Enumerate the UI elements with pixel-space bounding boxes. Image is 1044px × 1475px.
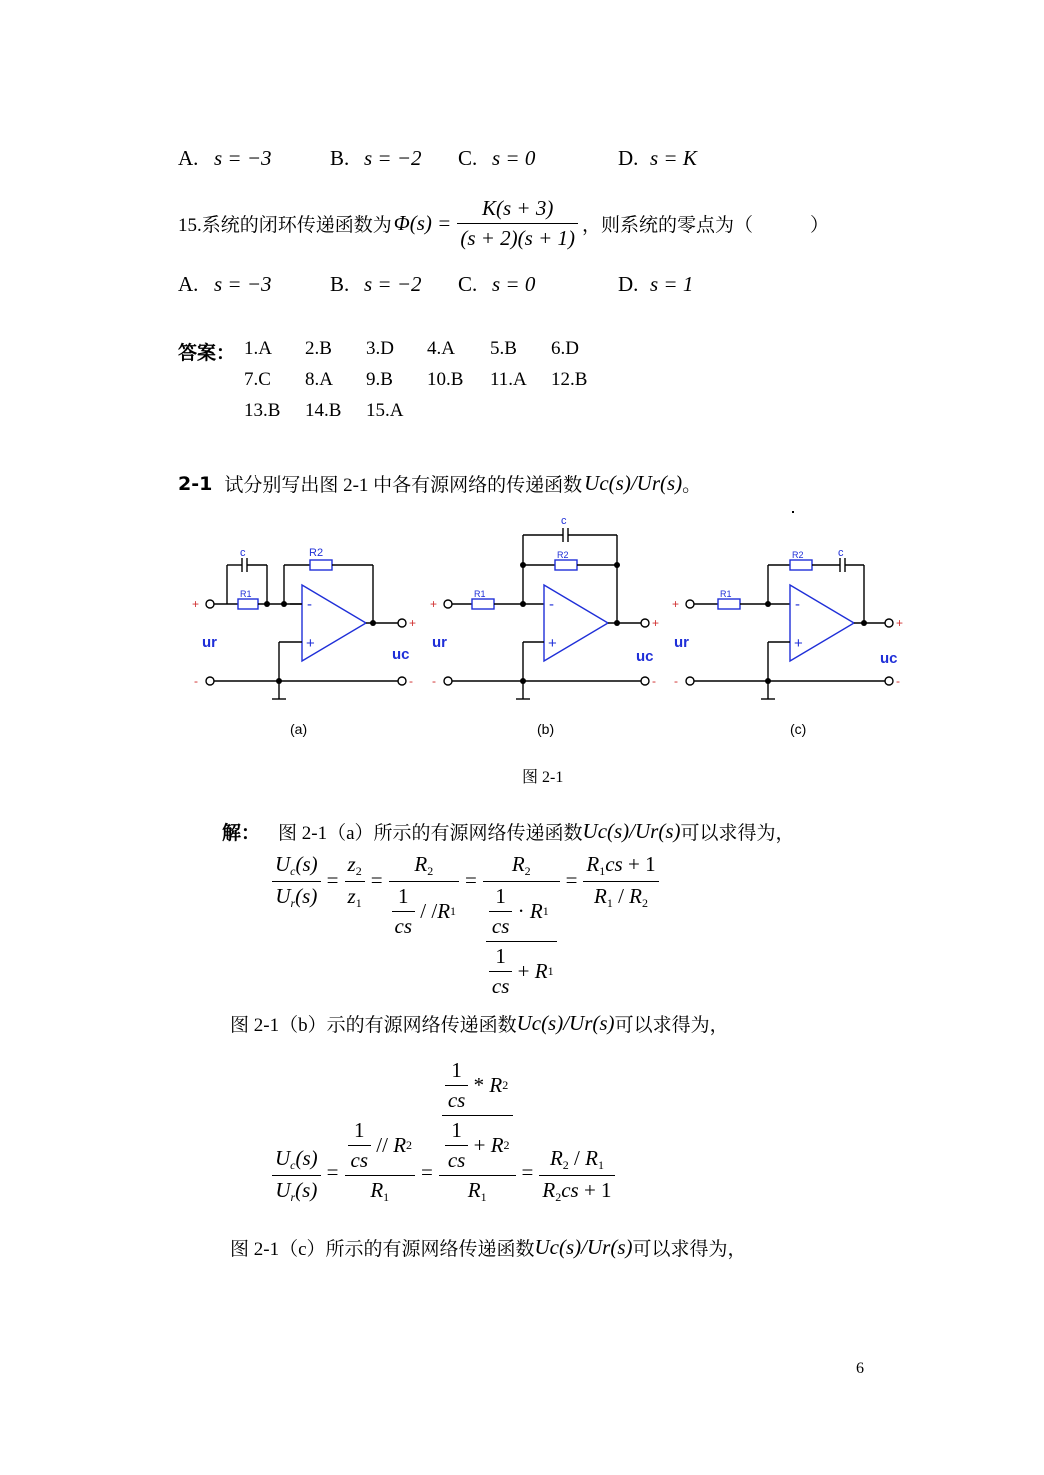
answer-item: 6.D [551, 338, 579, 359]
label-ur: ur [202, 634, 217, 651]
q15-question [178, 188, 829, 258]
resistor-r2 [790, 560, 812, 570]
answer-item: 7.C [244, 369, 271, 390]
problem-2-1 [178, 470, 701, 497]
answers-label: 答案： [178, 342, 236, 364]
label-output-plus: + [896, 616, 904, 630]
answer-item: 2.B [305, 338, 332, 359]
q15-option-a: A. [178, 272, 199, 296]
label-ur: ur [432, 634, 447, 651]
resistor-r2 [555, 560, 577, 570]
label-r2: R2 [309, 547, 324, 559]
solution-a-text: 图 2-1（a）所示的有源网络传递函数 [278, 823, 583, 844]
circuit-b-nodes [520, 562, 620, 684]
answer-item: 12.B [551, 369, 588, 390]
caption-c: (c) [790, 721, 807, 737]
label-c: c [561, 515, 567, 527]
q15-option-c: C. [458, 272, 478, 296]
label-c: c [240, 547, 246, 559]
q14-option-d-expr: s = K [650, 146, 697, 170]
q15-prefix: 15.系统的闭环传递函数为 [178, 214, 392, 236]
label-minus: - [795, 596, 800, 613]
circuit-figure [180, 505, 920, 750]
page-number: 6 [856, 1360, 864, 1377]
answer-item: 5.B [490, 338, 517, 359]
label-minus: - [307, 596, 312, 613]
label-output-plus: + [652, 616, 660, 630]
q15-option-a-expr: s = −3 [214, 272, 272, 296]
q14-option-b-expr: s = −2 [364, 146, 422, 170]
q15-denominator: (s + 2)(s + 1) [457, 223, 578, 251]
circuit-b [444, 528, 649, 699]
label-r2: R2 [557, 550, 569, 560]
solution-c-text: 图 2-1（c）所示的有源网络传递函数 [230, 1239, 535, 1260]
answer-item: 3.D [366, 338, 394, 359]
circuit-a-labels [192, 547, 416, 688]
q15-option-d: D. [618, 272, 639, 296]
q14-option-a-expr: s = −3 [214, 146, 272, 170]
caption-a: (a) [290, 721, 308, 737]
label-uc: uc [880, 650, 898, 667]
resistor-r1 [238, 599, 258, 609]
resistor-r2 [310, 560, 332, 570]
q14-option-c: C. [458, 146, 478, 170]
answer-item: 8.A [305, 369, 333, 390]
q15-option-c-expr: s = 0 [492, 272, 536, 296]
solution-b-text: 图 2-1（b）示的有源网络传递函数 [230, 1015, 517, 1036]
caption-b: (b) [537, 721, 555, 737]
q14-option-d: D. [618, 146, 639, 170]
answer-item: 13.B [244, 400, 281, 421]
problem-text: 试分别写出图 2-1 中各有源网络的传递函数 [224, 475, 583, 496]
solution-c-intro [230, 1234, 747, 1261]
problem-number: 2-1 [178, 472, 213, 495]
label-input-plus: + [430, 597, 438, 611]
circuit-c-labels [672, 547, 903, 688]
label-output-minus: - [896, 674, 900, 688]
label-uc: uc [392, 646, 410, 663]
equation-b: $\frac{U_c(s)}{U_r(s)}$ = $\frac{1}{cs}$ // R 2 R1 = $\frac{1}{cs}$ * R 2 $\frac{1}{cs}$ + R 2 R1 = $\frac{R2 / R1}{R2cs + 1}$ [272, 1058, 615, 1205]
solution-b-tail: 可以求得为， [614, 1015, 729, 1036]
label-output-minus: - [652, 674, 656, 688]
answer-item: 14.B [305, 400, 342, 421]
q15-phi: Φ(s) = [393, 210, 452, 235]
resistor-r1 [472, 599, 494, 609]
label-input-minus: - [194, 674, 198, 688]
q14-option-c-expr: s = 0 [492, 146, 536, 170]
solution-b-intro [230, 1010, 729, 1037]
equation-a: $\frac{U_c(s)}{U_r(s)}$ = $\frac{z2}{z1}$ = R2 $\frac{1}{cs}$ / / R 1 = R2 $\frac{1}{cs}$ · R 1 $\frac{1}{cs}$ + R 1 = $\frac{R1cs + 1}{R1 / R2}$ [272, 848, 659, 999]
answer-item: 11.A [490, 369, 527, 390]
solution-label: 解： [222, 822, 261, 844]
label-input-minus: - [432, 674, 436, 688]
label-output-minus: - [409, 674, 413, 688]
solution-a-tail: 可以求得为， [680, 823, 795, 844]
q15-suffix: ，则系统的零点为（ ） [582, 214, 830, 236]
q14-option-b: B. [330, 146, 350, 170]
label-input-plus: + [672, 597, 680, 611]
label-minus: - [549, 596, 554, 613]
label-ur: ur [674, 634, 689, 651]
q15-option-b-expr: s = −2 [364, 272, 422, 296]
label-input-plus: + [192, 597, 200, 611]
q15-option-d-expr: s = 1 [650, 272, 694, 296]
label-r1: R1 [720, 589, 732, 599]
solution-b-tf: Uc(s)/Ur(s) [516, 1011, 615, 1035]
answer-item: 10.B [427, 369, 464, 390]
problem-end: 。 [682, 475, 702, 496]
label-plus: + [548, 635, 557, 652]
figure-caption: 图 2-1 [522, 769, 564, 786]
label-r1: R1 [240, 589, 252, 599]
q15-option-b: B. [330, 272, 350, 296]
problem-transfer-function: Uc(s)/Ur(s) [584, 471, 683, 495]
answer-item: 4.A [427, 338, 455, 359]
solution-a-intro [222, 818, 795, 845]
label-c: c [838, 547, 844, 559]
solution-c-tail: 可以求得为， [632, 1239, 747, 1260]
label-input-minus: - [674, 674, 678, 688]
q15-fraction [457, 196, 578, 251]
q15-numerator: K(s + 3) [482, 195, 554, 220]
answer-item: 9.B [366, 369, 393, 390]
circuit-c [686, 558, 893, 699]
solution-c-tf: Uc(s)/Ur(s) [534, 1235, 633, 1259]
label-uc: uc [636, 648, 654, 665]
solution-a-tf: Uc(s)/Ur(s) [582, 819, 681, 843]
label-output-plus: + [409, 616, 417, 630]
label-r1: R1 [474, 589, 486, 599]
label-plus: + [306, 635, 315, 652]
label-plus: + [794, 635, 803, 652]
answer-item: 15.A [366, 400, 404, 421]
resistor-r1 [718, 599, 740, 609]
label-r2: R2 [792, 550, 804, 560]
answer-item: 1.A [244, 338, 272, 359]
q14-option-a: A. [178, 146, 199, 170]
circuit-a [206, 558, 406, 699]
